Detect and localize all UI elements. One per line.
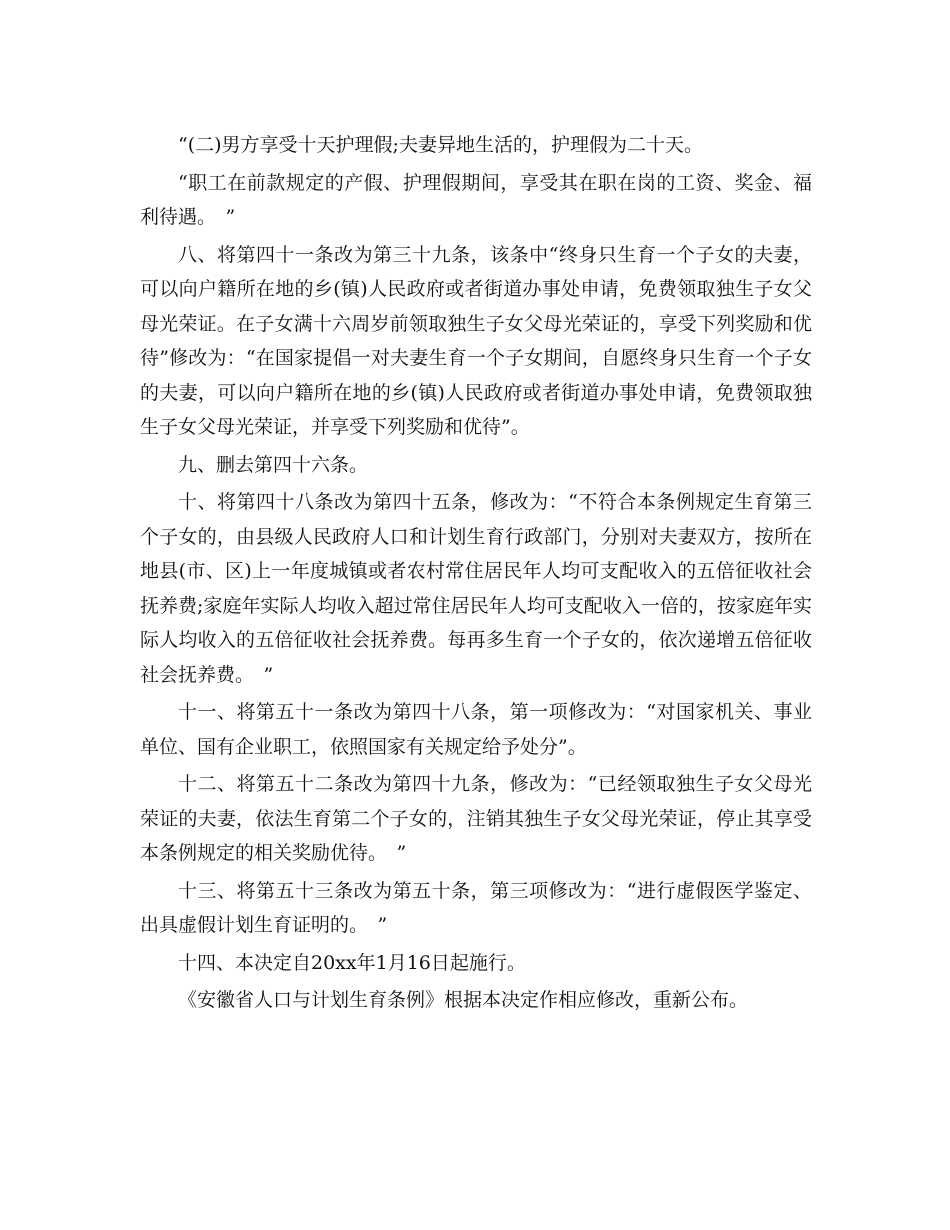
paragraph-leave-benefits: “职工在前款规定的产假、护理假期间，享受其在职在岗的工资、奖金、福利待遇。 ”	[140, 171, 812, 228]
paragraph-paternity-leave: “(二)男方享受十天护理假;夫妻异地生活的，护理假为二十天。	[178, 134, 703, 156]
paragraph-item-14: 十四、本决定自20xx年1月16日起施行。	[178, 951, 526, 974]
paragraph-item-8: 八、将第四十一条改为第三十九条，该条中“终身只生育一个子女的夫妻，可以向户籍所在地的乡(镇)人民政府或者街道办事处申请，免费领取独生子女父母光荣证。在子女满十六周岁前领取独生子女父母光荣证的，享受下列奖励和优待”修改为：“在国家提倡一对夫妻生育一个子女期间，自愿终身只生育一个子女的夫妻，可以向户籍所在地的乡(镇)人民政府或者街道办事处申请，免费领取独生子女父母光荣证，并享受下列奖励和优待”。	[140, 243, 812, 438]
paragraph-item-9: 九、删去第四十六条。	[178, 453, 369, 476]
paragraph-item-11: 十一、将第五十一条改为第四十八条，第一项修改为：“对国家机关、事业单位、国有企业职工，依照国家有关规定给予处分”。	[140, 701, 812, 758]
paragraph-item-10: 十、将第四十八条改为第四十五条，修改为：“不符合本条例规定生育第三个子女的，由县级人民政府人口和计划生育行政部门，分别对夫妻双方，按所在地县(市、区)上一年度城镇或者农村常住居民年人均可支配收入的五倍征收社会抚养费;家庭年实际人均收入超过常住居民年人均可支配收入一倍的，按家庭年实际人均收入的五倍征收社会抚养费。每再多生育一个子女的，依次递增五倍征收社会抚养费。 ”	[140, 491, 812, 686]
document-body	[140, 128, 812, 1021]
paragraph-item-12: 十二、将第五十二条改为第四十九条，修改为：“已经领取独生子女父母光荣证的夫妻，依法生育第二个子女的，注销其独生子女父母光荣证，停止其享受本条例规定的相关奖励优待。 ”	[140, 773, 812, 864]
paragraph-republish: 《安徽省人口与计划生育条例》根据本决定作相应修改，重新公布。	[178, 989, 749, 1011]
paragraph-item-13: 十三、将第五十三条改为第五十条，第三项修改为：“进行虚假医学鉴定、出具虚假计划生育证明的。 ”	[140, 879, 812, 936]
